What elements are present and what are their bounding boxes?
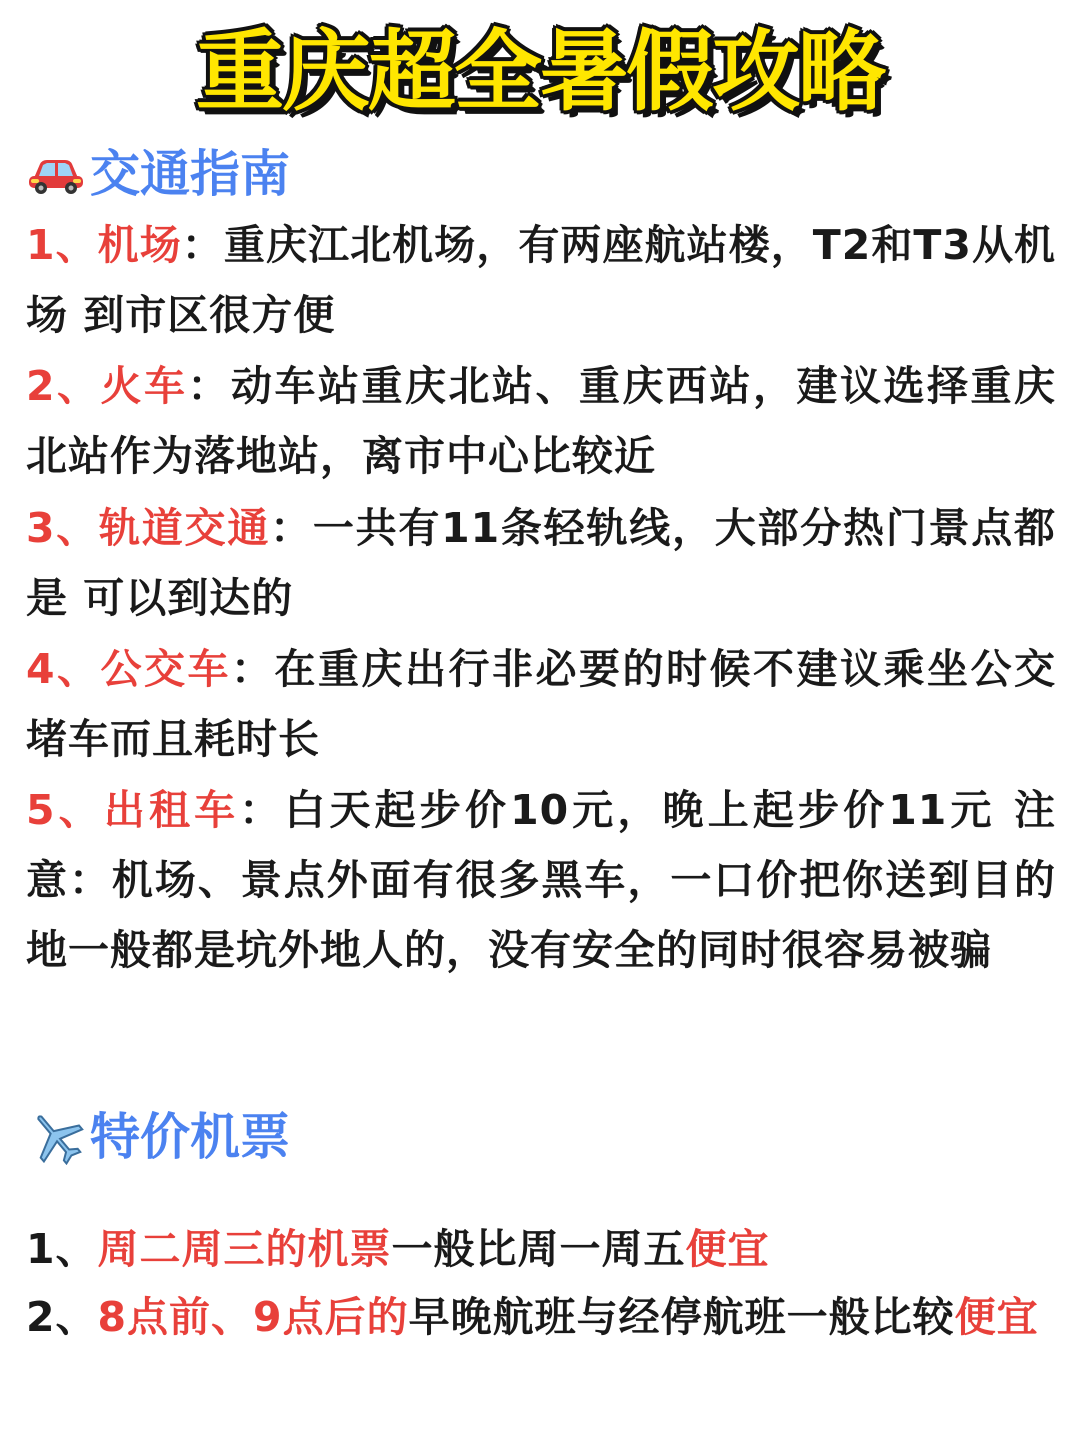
section-header-traffic [26,144,290,204]
flight-item [26,1282,1056,1352]
item-label: 轨道交通 [99,504,271,552]
traffic-item [26,775,1056,985]
traffic-item [26,493,1056,633]
item-highlight: 便宜 [954,1293,1039,1341]
item-highlight: 周二周三的机票 [97,1225,392,1273]
item-colon: ： [239,786,285,834]
item-label: 公交车 [100,645,232,693]
item-colon: ： [181,221,224,269]
section-header-flights [26,1107,290,1167]
airplane-icon [26,1109,86,1165]
page-title: 重庆超全暑假攻略 [195,20,884,123]
item-text: 白天起步价10元，晚上起步价11元 注意：机场、景点外面有很多黑车，一口价把你送到目的地一般都是坑外地人的，没有安全的同时很容易被骗 [26,786,1056,974]
item-colon: ： [187,362,232,410]
item-number: 3、 [26,504,100,552]
item-label: 机场 [97,221,182,269]
traffic-item [26,210,1056,350]
item-label: 出租车 [103,786,240,834]
traffic-item [26,634,1056,774]
item-text: 一共有11条轻轨线，大部分热门景点都是 可以到达的 [26,504,1057,622]
item-text: 在重庆出行非必要的时候不建议乘坐公交 堵车而且耗时长 [26,645,1057,763]
item-number: 4、 [26,645,101,693]
item-colon: ： [270,504,313,552]
item-colon: ： [231,645,275,693]
item-highlight: 8点前、9点后的 [97,1293,409,1341]
traffic-item [26,351,1056,491]
flight-item [26,1214,1056,1284]
section-header-label: 特价机票 [90,1108,290,1166]
item-highlight: 便宜 [685,1225,770,1273]
item-text: 早晚航班与经停航班一般比较 [408,1293,955,1341]
item-text: 一般比周一周五 [391,1225,686,1273]
item-text: 动车站重庆北站、重庆西站，建议选择重庆北站作为落地站，离市中心比较近 [26,362,1057,480]
item-number: 1、 [26,1225,98,1273]
item-number: 2、 [26,362,101,410]
section-header-label: 交通指南 [90,145,290,203]
item-text: 重庆江北机场，有两座航站楼，T2和T3从机场 到市区很方便 [26,221,1057,339]
item-number: 5、 [26,786,104,834]
car-icon [26,146,86,202]
item-number: 2、 [26,1293,98,1341]
item-number: 1、 [26,221,98,269]
item-label: 火车 [100,362,188,410]
